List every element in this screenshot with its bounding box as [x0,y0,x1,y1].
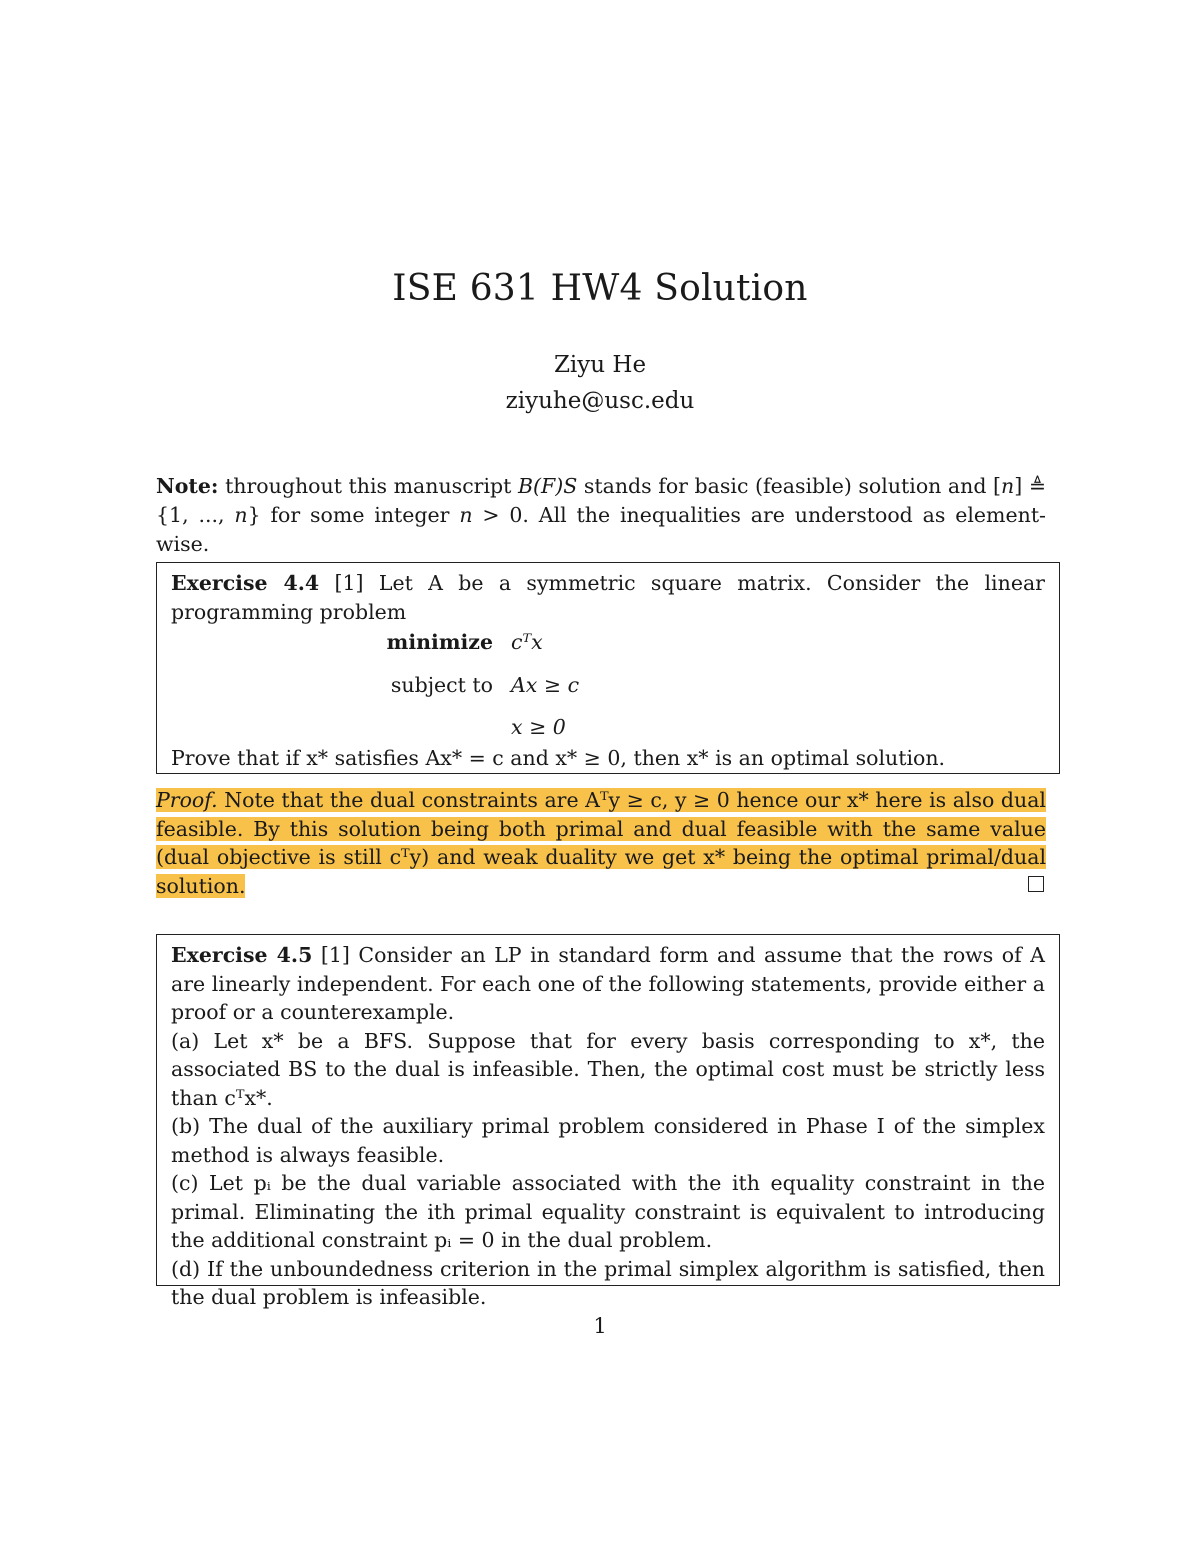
note-text-a: throughout this manuscript [218,474,518,498]
lp-constraint-1: Ax ≥ c [511,672,580,697]
exercise-4-4-label: Exercise 4.4 [171,571,320,595]
exercise-4-5-intro [171,941,1045,1027]
note-text-c: ] ≜ {1, ..., [156,474,1046,527]
author-name: Ziyu He [553,352,647,378]
lp-minimize-label: minimize [386,630,493,654]
note-label: Note: [156,474,219,498]
exercise-4-5-box [156,934,1060,1309]
document-title: ISE 631 HW4 Solution [392,268,808,309]
exercise-4-4-intro-text: Let A be a symmetric square matrix. Consider the linear programming problem [171,571,1045,624]
exercise-4-5-ref: [1] [320,943,350,967]
exercise-4-5-part-b: (b) The dual of the auxiliary primal problem considered in Phase I of the simplex method is always feasible. [171,1114,1045,1167]
note-n-var: n [1001,474,1015,498]
exercise-4-4-claim: Prove that if x* satisfies Ax* = c and x* ≥ 0, then x* is an optimal solution. [171,745,946,770]
note-text-b: stands for basic (feasible) solution and [ [577,474,1002,498]
proof-paragraph [156,786,1046,900]
exercise-4-5-label: Exercise 4.5 [171,943,313,967]
proof-highlight [156,788,1046,898]
exercise-4-5-intro-text: Consider an LP in standard form and assume that the rows of A are linearly independent. For each one of the following statements, provide either a proof or a counterexample. [171,943,1045,1024]
lp-formulation [171,628,1045,742]
exercise-4-5-part-a: (a) Let x* be a BFS. Suppose that for every basis corresponding to x*, the associated BS to the dual is infeasible. Then, the optimal cost must be strictly less than cᵀx*. [171,1028,1045,1110]
lp-objective: cᵀx [511,630,543,654]
exercise-4-4-box [156,562,1060,774]
exercise-4-5-part-c: (c) Let pᵢ be the dual variable associated with the ith equality constraint in the primal. Eliminating the ith primal equality constraint is equivalent to introducing the additional constraint pᵢ = 0 in the dual problem. [171,1171,1045,1252]
author-email: ziyuhe@usc.edu [505,388,695,414]
lp-subject-to-label: subject to [390,672,493,697]
page-number: 1 [593,1314,607,1338]
note-n-var-3: n [459,503,473,527]
note-text-d: } for some integer [247,503,460,527]
note-bfs-term: B(F)S [517,474,578,498]
exercise-4-4-ref: [1] [334,571,364,595]
lp-constraint-2: x ≥ 0 [511,715,566,739]
note-paragraph [156,472,1046,559]
note-n-var-2: n [234,503,248,527]
note-text-e: > 0. All the inequalities are understood as element-wise. [156,503,1046,556]
proof-text: Note that the dual constraints are Aᵀy ≥ c, y ≥ 0 hence our x* here is also dual feasible. By this solution being both primal and dual feasible with the same value (dual objective is still cᵀy) and weak duality we get x* being the optimal primal/dual solution. [156,788,1046,898]
exercise-4-4-intro [171,569,1045,626]
exercise-4-5-part-d: (d) If the unboundedness criterion in the primal simplex algorithm is satisfied, then the dual problem is infeasible. [171,1256,1045,1309]
qed-square-icon [1028,876,1044,892]
proof-label: Proof. [156,788,218,812]
